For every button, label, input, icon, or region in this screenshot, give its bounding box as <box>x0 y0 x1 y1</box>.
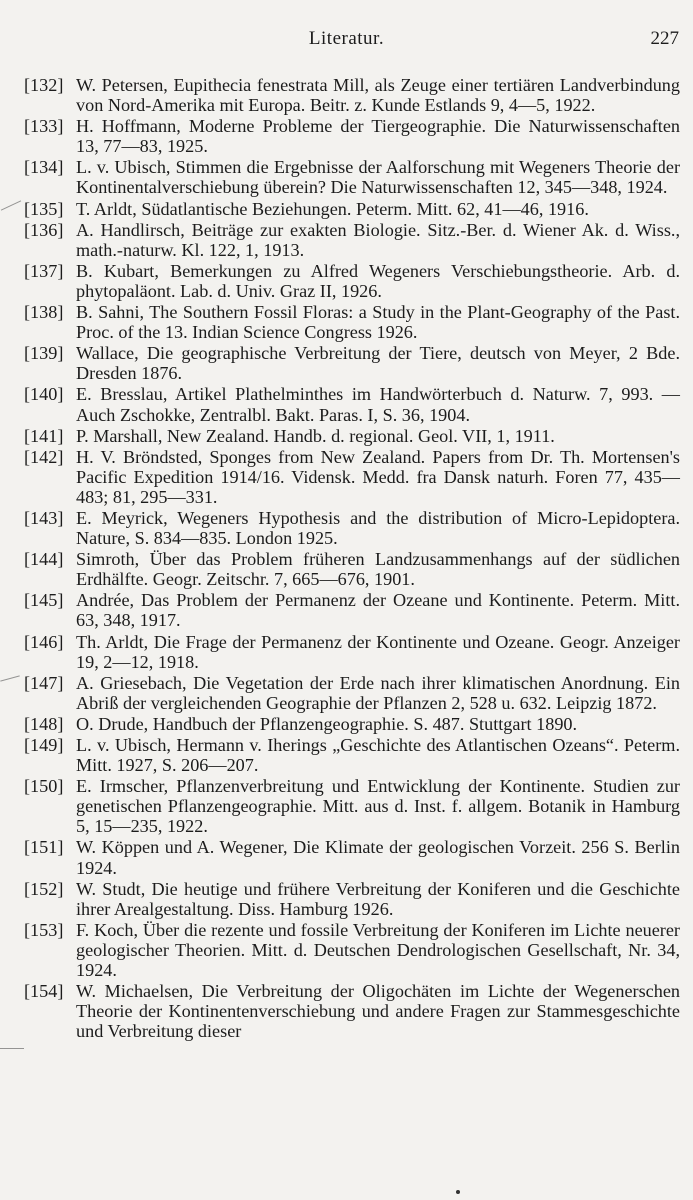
reference-entry <box>24 879 680 919</box>
reference-entry <box>24 220 680 260</box>
reference-number: [138] <box>24 302 64 323</box>
reference-text: W. Petersen, Eupithecia fenestrata Mill, als Zeuge einer tertiären Landverbindung von Nord-Amerika mit Europa. Beitr. z. Kunde Estlands 9, 4—5, 1922. <box>76 75 680 116</box>
reference-number: [142] <box>24 446 64 467</box>
reference-number: [137] <box>24 260 64 281</box>
reference-entry <box>24 343 680 383</box>
reference-entry <box>24 837 680 877</box>
reference-number: [143] <box>24 507 64 528</box>
margin-pencil-mark <box>0 675 20 681</box>
reference-entry <box>24 116 680 156</box>
reference-text: Wallace, Die geographische Verbreitung der Tiere, deutsch von Meyer, 2 Bde. Dresden 1876. <box>76 343 680 384</box>
reference-entry <box>24 157 680 197</box>
reference-text: E. Irmscher, Pflanzenverbreitung und Entwicklung der Kontinente. Studien zur genetischen Pflanzengeographie. Mitt. aus d. Inst. f. allgem. Botanik in Hamburg 5, 15—235, 1922. <box>76 776 680 837</box>
reference-entry <box>24 776 680 836</box>
reference-entry <box>24 508 680 548</box>
reference-text: L. v. Ubisch, Hermann v. Iherings „Geschichte des Atlantischen Ozeans“. Peterm. Mitt. 1927, S. 206—207. <box>76 735 680 776</box>
reference-number: [141] <box>24 425 64 446</box>
reference-entry <box>24 447 680 507</box>
reference-text: W. Studt, Die heutige und frühere Verbreitung der Koniferen und die Geschichte ihrer Arealgestaltung. Diss. Hamburg 1926. <box>76 878 680 919</box>
reference-text: H. Hoffmann, Moderne Probleme der Tiergeographie. Die Naturwissenschaften 13, 77—83, 1925. <box>76 116 680 157</box>
reference-number: [152] <box>24 878 64 899</box>
reference-text: Th. Arldt, Die Frage der Permanenz der Kontinente und Ozeane. Geogr. Anzeiger 19, 2—12, 1918. <box>76 631 680 672</box>
reference-entry <box>24 426 680 446</box>
reference-entry <box>24 75 680 115</box>
reference-text: E. Bresslau, Artikel Plathelminthes im Handwörterbuch d. Naturw. 7, 993. — Auch Zschokke, Zentralbl. Bakt. Paras. I, S. 36, 1904. <box>76 384 680 425</box>
reference-number: [147] <box>24 672 64 693</box>
reference-entry <box>24 384 680 424</box>
reference-list <box>24 75 680 1042</box>
reference-entry <box>24 920 680 980</box>
reference-text: E. Meyrick, Wegeners Hypothesis and the distribution of Micro-Lepidoptera. Nature, S. 834—835. London 1925. <box>76 507 680 549</box>
reference-entry <box>24 735 680 775</box>
reference-number: [144] <box>24 549 64 570</box>
reference-text: A. Handlirsch, Beiträge zur exakten Biologie. Sitz.-Ber. d. Wiener Ak. d. Wiss., math.-naturw. Kl. 122, 1, 1913. <box>76 219 680 260</box>
margin-pencil-mark <box>0 1048 24 1049</box>
reference-number: [145] <box>24 590 64 611</box>
reference-number: [154] <box>24 981 64 1002</box>
reference-entry <box>24 632 680 672</box>
reference-text: L. v. Ubisch, Stimmen die Ergebnisse der Aalforschung mit Wegeners Theorie der Kontinentalverschiebung überein? Die Naturwissenschaften 12, 345—348, 1924. <box>76 157 680 198</box>
reference-text: B. Kubart, Bemerkungen zu Alfred Wegeners Verschiebungstheorie. Arb. d. phytopaläont. Lab. d. Univ. Graz II, 1926. <box>76 260 680 301</box>
reference-entry <box>24 673 680 713</box>
ink-spot <box>456 1190 460 1194</box>
reference-entry <box>24 981 680 1041</box>
reference-text: Andrée, Das Problem der Permanenz der Ozeane und Kontinente. Peterm. Mitt. 63, 348, 1917. <box>76 590 680 631</box>
reference-text: O. Drude, Handbuch der Pflanzengeographie. S. 487. Stuttgart 1890. <box>76 713 578 734</box>
margin-pencil-mark <box>1 200 21 210</box>
reference-number: [135] <box>24 198 64 219</box>
reference-number: [132] <box>24 75 64 95</box>
reference-entry <box>24 302 680 342</box>
running-header-title: Literatur. <box>308 28 385 49</box>
reference-text: W. Michaelsen, Die Verbreitung der Oligochäten im Lichte der Wegenerschen Theorie der Kontinentenverschiebung und andere Fragen zur Stammesgeschichte und Verbreitung dieser <box>76 981 680 1042</box>
reference-number: [134] <box>24 157 64 178</box>
reference-entry <box>24 590 680 630</box>
reference-text: B. Sahni, The Southern Fossil Floras: a Study in the Plant-Geography of the Past. Proc. of the 13. Indian Science Congress 1926. <box>76 302 680 343</box>
reference-number: [148] <box>24 713 64 734</box>
reference-number: [146] <box>24 631 64 652</box>
reference-number: [153] <box>24 919 64 940</box>
reference-text: H. V. Bröndsted, Sponges from New Zealand. Papers from Dr. Th. Mortensen's Pacific Expedition 1914/16. Vidensk. Medd. fra Dansk naturh. Foren 77, 435—483; 81, 295—331. <box>76 446 680 507</box>
reference-number: [136] <box>24 219 64 240</box>
reference-entry <box>24 549 680 589</box>
reference-text: P. Marshall, New Zealand. Handb. d. regional. Geol. VII, 1, 1911. <box>76 425 555 446</box>
reference-number: [151] <box>24 837 64 858</box>
reference-text: F. Koch, Über die rezente und fossile Verbreitung der Koniferen im Lichte neuerer geologischer Theorien. Mitt. d. Deutschen Dendrologischen Gesellschaft, Nr. 34, 1924. <box>76 919 680 981</box>
reference-number: [139] <box>24 343 64 364</box>
reference-number: [149] <box>24 735 64 755</box>
reference-entry <box>24 261 680 301</box>
reference-number: [140] <box>24 384 64 405</box>
page-number: 227 <box>650 28 679 49</box>
reference-text: W. Köppen und A. Wegener, Die Klimate der geologischen Vorzeit. 256 S. Berlin 1924. <box>76 837 680 878</box>
reference-entry <box>24 714 680 734</box>
reference-entry <box>24 199 680 219</box>
reference-text: A. Griesebach, Die Vegetation der Erde nach ihrer klimatischen Anordnung. Ein Abriß der vergleichenden Geographie der Pflanzen 2, 528 u. 632. Leipzig 1872. <box>76 672 680 713</box>
reference-text: Simroth, Über das Problem früheren Landzusammenhangs auf der südlichen Erdhälfte. Geogr. Zeitschr. 7, 665—676, 1901. <box>76 549 680 590</box>
reference-number: [150] <box>24 776 64 797</box>
reference-number: [133] <box>24 116 64 137</box>
reference-text: T. Arldt, Südatlantische Beziehungen. Peterm. Mitt. 62, 41—46, 1916. <box>76 198 589 219</box>
